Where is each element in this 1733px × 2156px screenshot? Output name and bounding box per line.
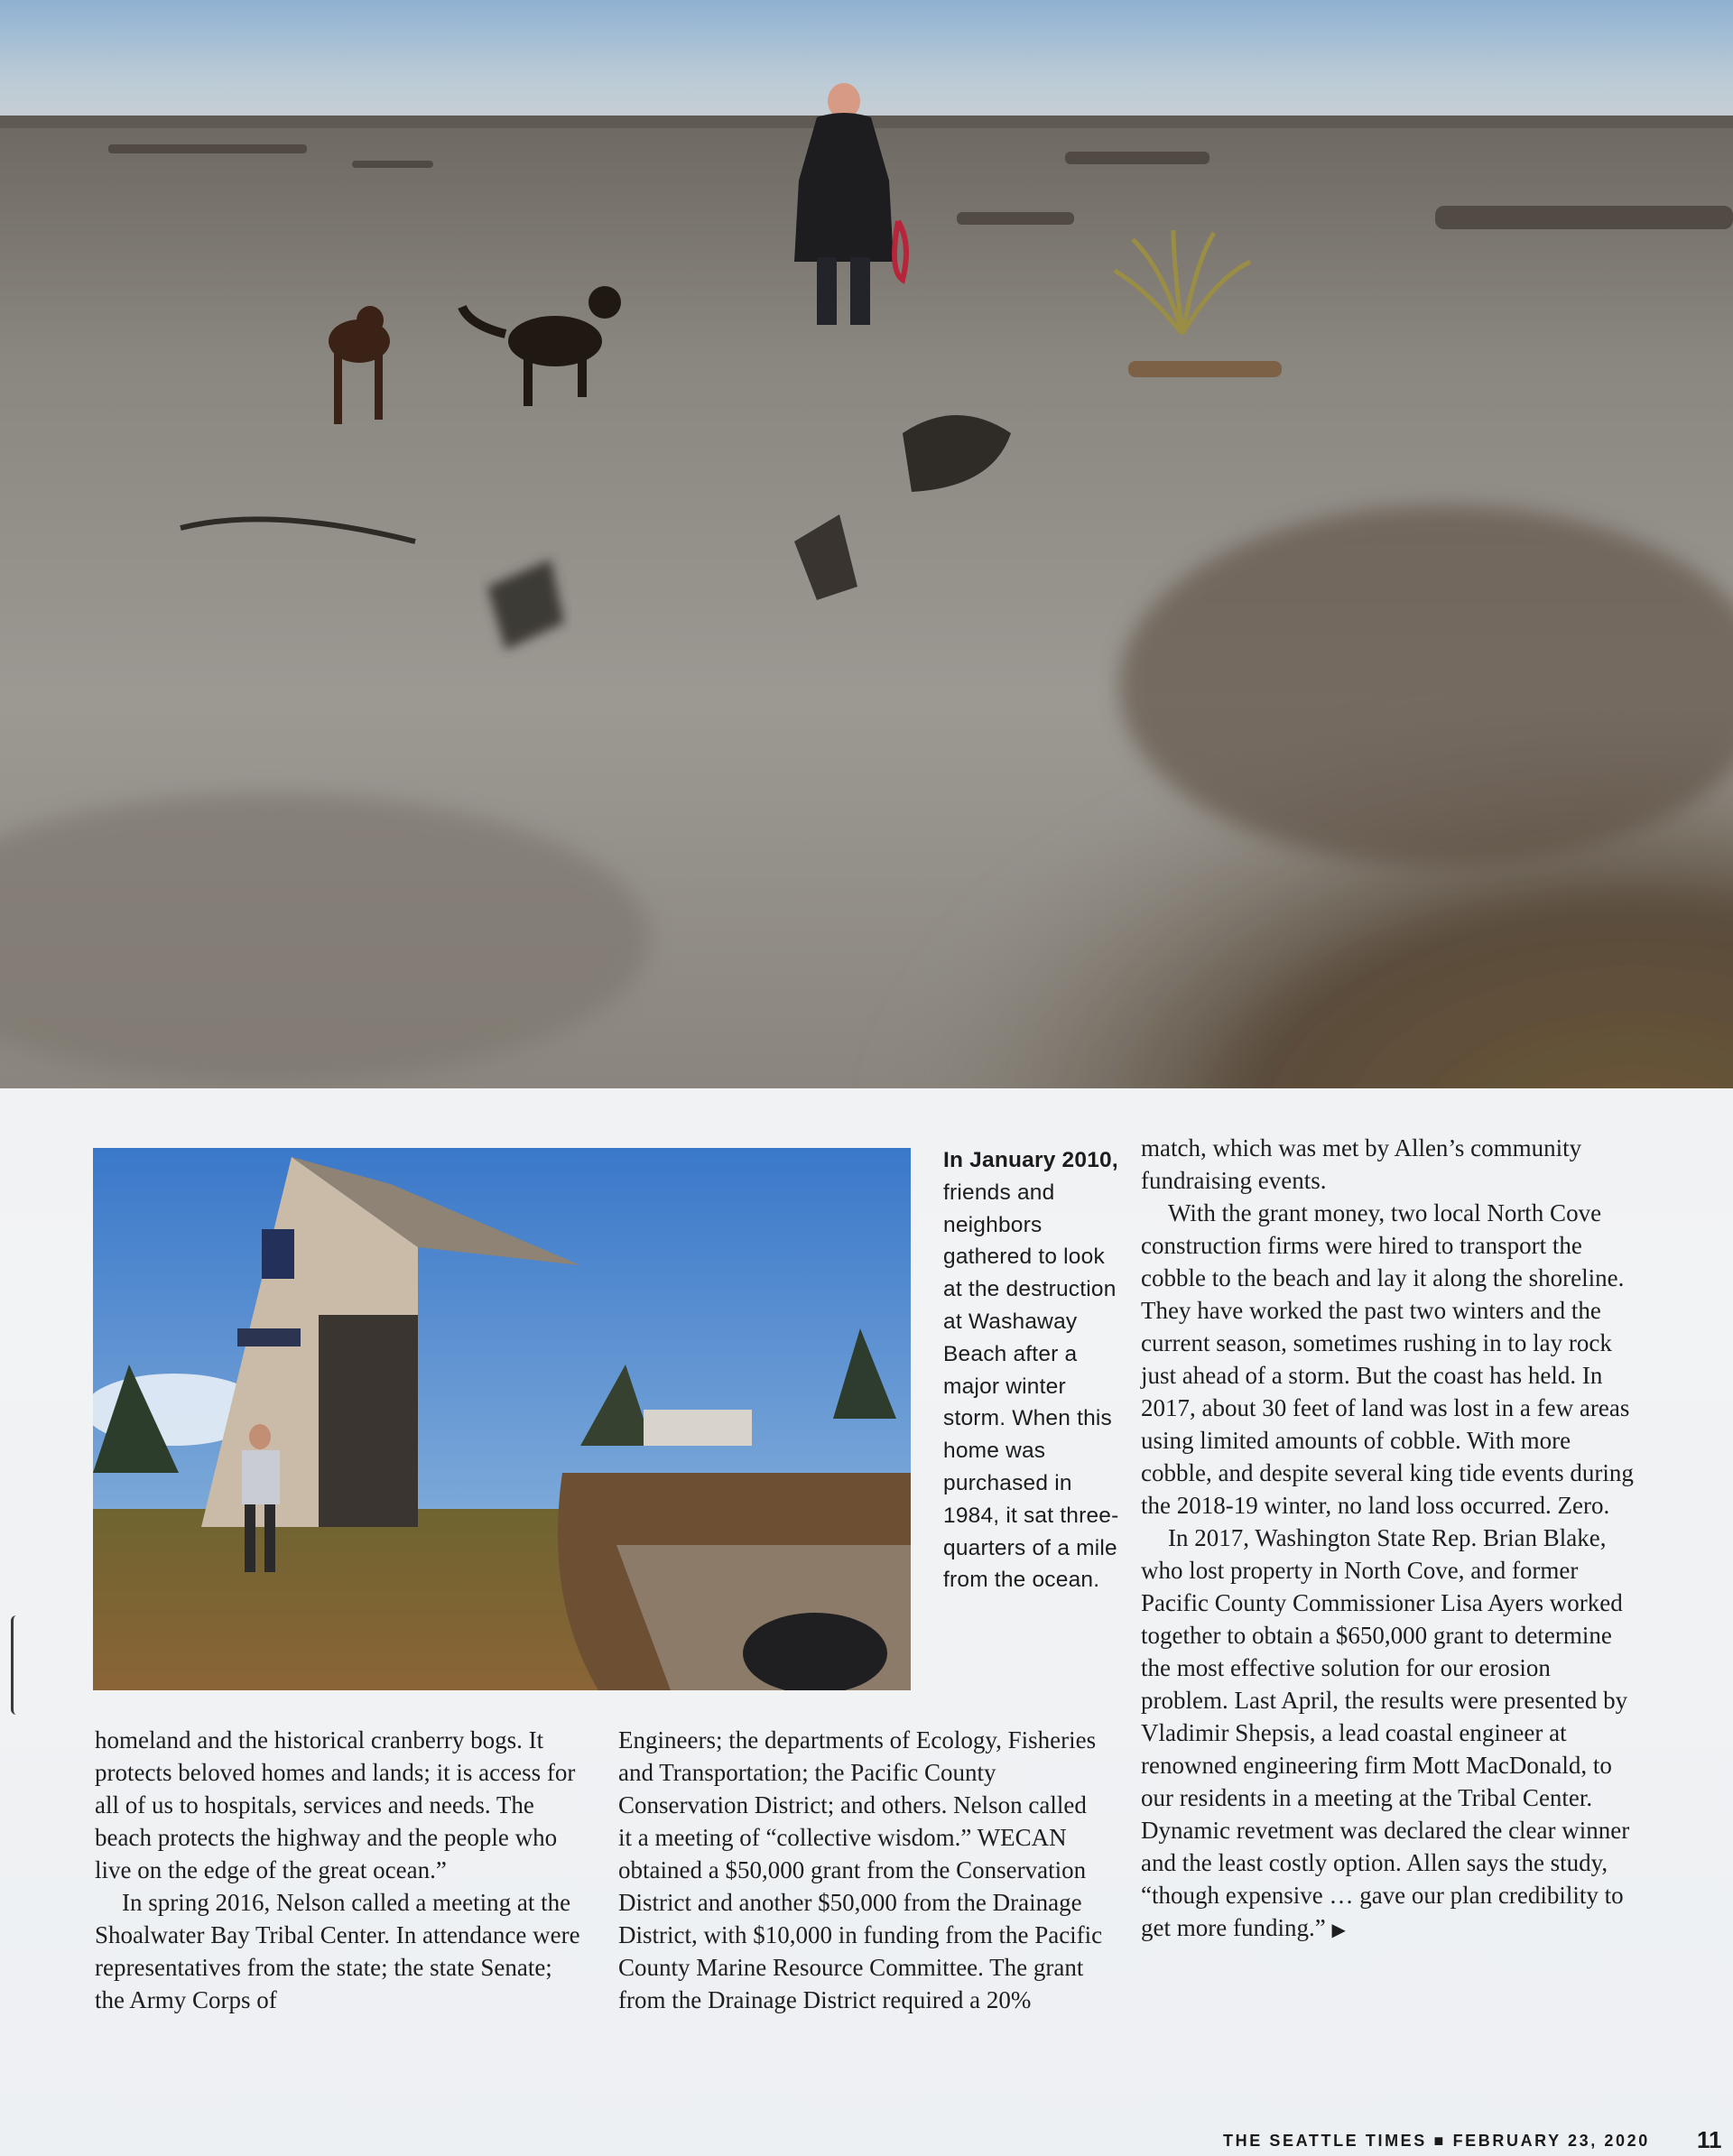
caption-text: friends and neighbors gathered to look at the destruction at Washaway Beach after a major winter storm. When this home was purchased in 1984, it sat three-quarters of a mile from the ocean.	[943, 1180, 1119, 1593]
paragraph-text: In 2017, Washington State Rep. Brian Blake, who lost property in North Cove, and former Pacific County Commissioner Lisa Ayers worked together to obtain a $650,000 grant to determine the most effective solution for our erosion problem. Last April, the results were presented by Vladimir Shepsis, a lead coastal engineer at renowned engineering firm Mott MacDonald, to our residents in a meeting at the Tribal Center. Dynamic revetment was declared the clear winner and the least costly option. Allen says the study, “though expensive … gave our plan credibility to get more funding.”	[1141, 1524, 1630, 1941]
page-footer	[1223, 2132, 1656, 2151]
article-column-2	[618, 1724, 1106, 2016]
publication-date: FEBRUARY 23, 2020	[1452, 2132, 1650, 2150]
photo-caption	[943, 1144, 1119, 1596]
inset-photo-eroded-house	[93, 1148, 911, 1690]
footer-separator: ■	[1433, 2132, 1446, 2150]
caption-lead: In January 2010,	[943, 1148, 1118, 1172]
paragraph: With the grant money, two local North Cove construction firms were hired to transport the cobble to the beach and lay it along the shoreline. They have worked the past two winters and the current season, sometimes rushing in to lay rock just ahead of a storm. But the coast has held. In 2017, about 30 feet of land was lost in a few areas using limited amounts of cobble. With more cobble, and despite several king tide events during the 2018-19 winter, no land loss occurred. Zero.	[1141, 1199, 1634, 1519]
story-continues-arrow-icon: ▶	[1331, 1919, 1346, 1940]
binding-staple	[11, 1615, 23, 1715]
publication-name: THE SEATTLE TIMES	[1223, 2132, 1427, 2150]
page-number: 11	[1697, 2126, 1722, 2153]
paragraph	[1141, 1522, 1639, 1946]
paragraph: match, which was met by Allen’s community fundraising events.	[1141, 1134, 1582, 1194]
article-column-1	[95, 1724, 582, 2016]
paragraph: homeland and the historical cranberry bogs. It protects beloved homes and lands; it is access for all of us to hospitals, services and needs. The beach protects the highway and the people who live on the edge of the great ocean.”	[95, 1726, 576, 1883]
paragraph: Engineers; the departments of Ecology, Fisheries and Transportation; the Pacific County Conservation District; and others. Nelson called it a meeting of “collective wisdom.” WECAN obtained a $50,000 grant from the Conservation District and another $50,000 from the Drainage District, with $10,000 in funding from the Pacific County Marine Resource Committee. The grant from the Drainage District required a 20%	[618, 1726, 1103, 2013]
article-column-3	[1141, 1132, 1639, 1946]
paragraph: In spring 2016, Nelson called a meeting at the Shoalwater Bay Tribal Center. In attendance were representatives from the state; the state Senate; the Army Corps of	[95, 1889, 580, 2013]
